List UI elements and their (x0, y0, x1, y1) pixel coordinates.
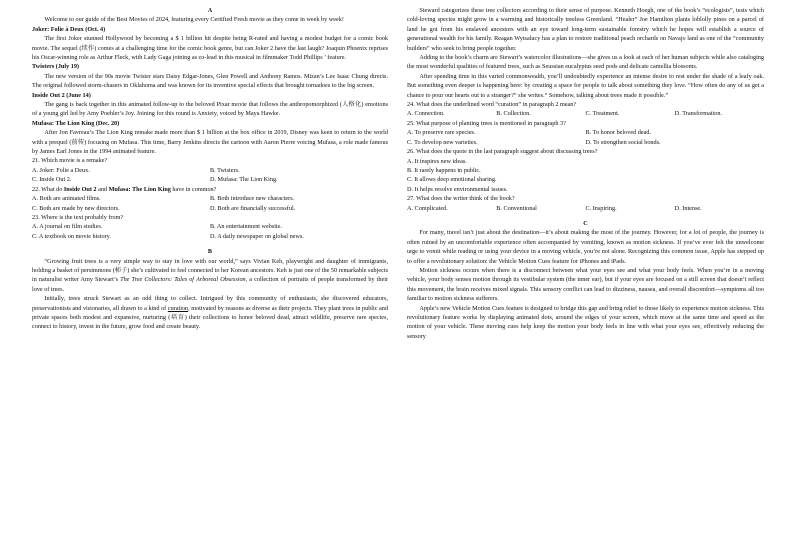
option: D. It helps resolve environmental issues. (407, 185, 508, 193)
movie-description: The gang is back together in this animated follow-up to the beloved Pixar movie that follows the anthropomorphized (人格化) emotions of a young girl led by Amy Poehler’s Joy. Joining for this round is Anxiety, voiced by Maya Hawke. (32, 101, 388, 118)
section-c-paragraph: For many, travel isn’t just about the destination—it’s about making the most of the journey. However, for a lot of people, the journey is often ruined by an uncomfortable experience often accompanied by vomiting, known as motion sickness. If you’ve ever felt the unwelcome urge to vomit while reading or using your device in a moving vehicle, you’re not alone. Recognizing this common issue, Apple has stepped up to offer a revolutionary solution: the Vehicle Motion Cues feature for iPhones and iPads. (407, 229, 764, 265)
option: C. It allows deep emotional sharing. (407, 176, 497, 184)
section-b-paragraph: Adding to the book’s charm are Stewart’s watercolor illustrations—she gives us a look at each of her human subjects while also cataloging the most wonderful qualities of featured trees, such as Seussian eucalyptus seed pods and delicate camellia blossoms. (407, 54, 764, 71)
right-column (407, 6, 764, 341)
question-stem: 21. Which movie is a remake? (32, 157, 108, 165)
movie-title: Mufasa: The Lion King (Dec. 20) (32, 119, 120, 127)
question-stem: 24. What does the underlined word “curation” in paragraph 2 mean? (407, 101, 577, 109)
option: C. Treatment. (585, 110, 620, 118)
movie-title: Twisters (July 19) (32, 63, 79, 71)
question-stem: 25. What purpose of planting trees is mentioned in paragraph 3? (407, 119, 566, 127)
option: B. It rarely happens in public. (407, 166, 481, 174)
section-b-paragraph: Initially, trees struck Stewart as an odd thing to collect. Intrigued by this community of enthusiasts, she discovered educators, preservationists and visionaries, all drawn to a kind of curation, motivated by reasons as diverse as their projects. They plant trees in public and private spaces both modest and expansive, nurturing (培育) their collections to honor beloved dead, attract wildlife, preserve rare species, connect to history, invest in the future, grow food and create beauty. (32, 295, 388, 331)
movie-title: Joker: Folie à Deux (Oct. 4) (32, 25, 106, 33)
option: A. Complicated. (407, 204, 448, 212)
option: D. Transformation. (674, 110, 723, 118)
option: A. Joker: Folie a Deux. (32, 166, 90, 174)
question-stem: 22. What do Inside Out 2 and Mufasa: The Lion King have in common? (32, 185, 217, 193)
option: C. Both are made by new directors. (32, 204, 120, 212)
option: A. A journal on film studies. (32, 223, 103, 231)
section-b-paragraph: “Growing fruit trees is a very simple way to stay in love with our world,” says Vivian Keh, playwright and daughter of immigrants, holding a basket of persimmons (柿子) she’s cultivated to feel connected to her Korean ancestors. Keh is just one of the 50 remarkable subjects in naturalist writer Amy Stewart’s The Tree Collectors: Tales of Arboreal Obsession, a collection of portraits of people transformed by their love of trees. (32, 257, 388, 293)
option: A. Connection. (407, 110, 445, 118)
section-c-paragraph: Motion sickness occurs when there is a disconnect between what your eyes see and what your body feels. When you’re in a moving vehicle, your body senses motion through its vestibular system (the inner ear), but if your eyes are focused on a still screen that doesn’t reflect this movement, the brain receives mixed signals. This sensory conflict can lead to dizziness, nausea, and overall discomfort—symptoms all too familiar to motion sickness sufferers. (407, 266, 764, 303)
option: D. Mufasa: The Lion King. (210, 176, 278, 184)
option: C. Inside Out 2. (32, 176, 72, 184)
question-options (407, 128, 764, 147)
question-stem: 26. What does the quote in the last paragraph suggest about discussing trees? (407, 148, 598, 156)
movie-title: Inside Out 2 (June 14) (32, 91, 91, 99)
option: D. Both are financially successful. (210, 204, 296, 212)
section-a-intro: Welcome to our guide of the Best Movies of 2024, featuring every Certified Fresh movie as they come in week by week! (44, 16, 344, 24)
option: B. An entertainment website. (210, 223, 282, 231)
section-b-paragraph: After spending time in this varied commonwealth, you’ll undoubtedly experience an intense desire to rest under the shade of a leafy oak. But something even deeper is happening here: by creating a space for people to talk about something they love. “How often do any of us get a chance to pour our hearts out to a stranger?” she writes.“ Somehow, talking about trees made it possible.” (407, 72, 764, 99)
section-b-heading: B (207, 248, 213, 256)
option: A. It inspires new ideas. (407, 157, 467, 165)
movie-description: The first Joker stunned Hollywood by becoming a $ 1 billion hit despite being R-rated and having a modest budget for a comic book movie. The sequel (续作) comes at a challenging time for the comic book genre, but can Joker 2 have the last laugh? Joaquin Phoenix reprises his Oscar-winning role as Arthur Fleck, with Lady Gaga joining as co-lead in this musical in filmmaker Todd Phillips ’ feature. (32, 35, 388, 62)
question-stem: 23. Where is the text probably from? (32, 213, 124, 221)
option: D. A daily newspaper on global news. (210, 232, 304, 240)
option: B. Twisters. (210, 166, 240, 174)
underlined-word: curation (167, 304, 189, 312)
option: B. To honor beloved dead. (585, 129, 651, 137)
option: B. Collection. (496, 110, 531, 118)
section-c-heading: C (583, 219, 588, 227)
option: D. To strengthen social bonds. (585, 138, 661, 146)
section-c-paragraph: Apple’s new Vehicle Motion Cues feature is designed to bridge this gap and bring relief to those likely to experience motion sickness. This revolutionary feature works by displaying animated dots, around the edges of your screen, which move at the same time and speed as the motion of your vehicle. These moving cues help keep the motion your body feels in line with what your eyes see, effectively reducing the sensory (407, 304, 764, 340)
option: C. Inspiring. (585, 204, 617, 212)
section-b-paragraph: Steward categorizes these tree collectors according to their sense of purpose. Kenneth Hoegh, one of the book’s “ecologists”, tests which cold-loving species might grow in a warming and historically treeless Greenland. “Healer” Joe Hamilton plants loblolly pines on a parcel of land he got from his enslaved ancestors with an eye toward long-term sustainable forestry which he hopes will establish a source of generational wealth for his family. Reagan Wytsalucy has a plan to restore traditional peach orchards on Navajo land as one of the “community builders” who seek to bring people together. (407, 7, 764, 52)
option: C. To develop new varieties. (407, 138, 478, 146)
question-options (407, 204, 764, 213)
question-options (32, 194, 388, 213)
question-stem: 27. What does the writer think of the book? (407, 195, 515, 203)
section-a-heading: A (207, 7, 213, 14)
option: A. To preserve rare species. (407, 129, 476, 137)
movie-description: The new version of the 90s movie Twister stars Daisy Edgar-Jones, Glen Powell and Anthony Ramos. Mizan’s Lee Isaac Chung directs. The original followed storm-chasers in Oklahoma and was known for its inventive special effects that brought tornadoes to the big screen. (32, 72, 388, 90)
left-column (32, 6, 388, 332)
question-options (32, 222, 388, 241)
option: D. Intense. (674, 204, 702, 212)
option: B. Both introduce new characters. (210, 195, 295, 203)
option: B. Conventional (496, 204, 537, 212)
movie-description: After Jon Favreau’s The Lion King remake made more than $ 1 billion at the box office in 2019, Disney was keen to return to the world with a prequel (前传) focusing on Mufasa. This time, Barry Jenkins directs the cartoon with Aaron Pierre voicing Mufasa, a role made famous by James Earl Jones in the 1994 animated feature. (32, 129, 388, 156)
question-options (32, 166, 388, 185)
question-options (407, 109, 764, 118)
option: A. Both are animated films. (32, 195, 101, 203)
option: C. A textbook on movie history. (32, 232, 111, 240)
